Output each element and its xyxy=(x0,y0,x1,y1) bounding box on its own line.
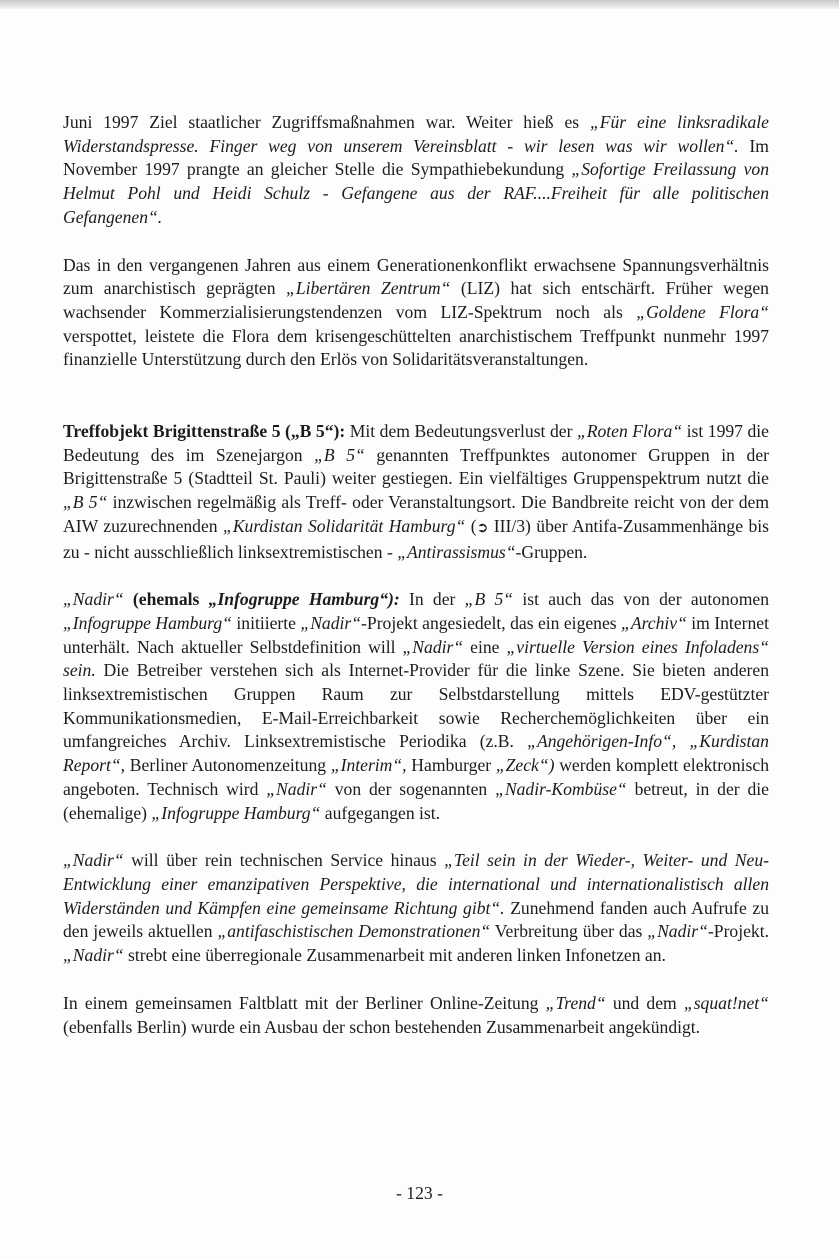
text: -Projekt angesiedelt, das ein eigenes xyxy=(361,612,622,633)
text: initiierte xyxy=(231,612,301,633)
quote: „Nadir“ xyxy=(300,612,362,633)
text: Das in den vergangenen Jahren aus einem Generationenkonflikt erwachsene Spannungsverhältnis zum anarchistisch geprägten xyxy=(63,254,769,299)
quote: „squat!net“ xyxy=(683,992,769,1013)
paragraph-treffobjekt-b5 xyxy=(63,420,769,564)
paragraph-nadir xyxy=(63,588,769,825)
quote: „Goldene Flora“ xyxy=(636,301,769,322)
paragraph-libertaeres-zentrum xyxy=(63,254,769,373)
text: Berliner Autonomenzeitung xyxy=(125,755,331,776)
scan-top-edge xyxy=(0,0,839,9)
quote: „B 5“ xyxy=(314,444,365,465)
quote: „Teil sein in der Wieder-, Weiter- und Neu-Entwicklung einer emanzipativen Perspektive, die international und internationalistisch allen Widerständen und Kämpfen eine gemeinsame Richtung gibt“. xyxy=(63,850,769,918)
quote: „Nadir-Kombüse“ xyxy=(495,778,627,799)
page-number: - 123 - xyxy=(396,1183,443,1203)
quote: „Nadir“ xyxy=(402,636,464,657)
section-heading: Treffobjekt Brigittenstraße 5 („B 5“): xyxy=(63,421,346,442)
quote: „antifaschistischen Demonstrationen“ xyxy=(217,921,491,942)
text: eine xyxy=(463,636,507,657)
text: Verbreitung über das xyxy=(490,921,648,942)
text: III/3) über Antifa-Zusammenhänge bis zu - nicht ausschließlich linksextremistischen - xyxy=(63,515,769,562)
text: im Internet unterhält. Nach aktueller Selbstdefinition will xyxy=(63,612,769,657)
cross-reference-arrow-icon: ➲ xyxy=(476,520,489,536)
quote: „Nadir“ xyxy=(647,921,708,942)
text: verspottet, leistete die Flora dem krisengeschüttelten anarchistischem Treffpunkt nunmehr 1997 finanzielle Unterstützung durch den Erlös von Solidaritätsveranstaltungen. xyxy=(63,325,769,370)
text: (LIZ) hat sich entschärft. Früher wegen wachsender Kommerzialisierungstendenzen vom LIZ-Spektrum noch als xyxy=(63,278,769,322)
text: Zunehmend fanden auch Aufrufe zu den jeweils aktuellen xyxy=(63,897,769,942)
paragraph-faltblatt xyxy=(63,992,769,1039)
text: strebt eine überregionale Zusammenarbeit mit anderen linken Infonetzen an. xyxy=(123,945,666,966)
quote: „Zeck“) xyxy=(495,755,555,776)
quote: „Nadir“ xyxy=(266,778,327,799)
quote: „Infogruppe Hamburg“ xyxy=(63,612,232,633)
quote: „Trend“ xyxy=(545,992,606,1013)
text: Hamburger xyxy=(406,755,496,776)
paragraph-nadir-ziele xyxy=(63,849,769,968)
quote: „Roten Flora“ xyxy=(576,421,683,442)
text: -Gruppen. xyxy=(515,541,588,562)
text: und dem xyxy=(605,992,684,1013)
text: ( xyxy=(465,515,477,536)
quote: „Infogruppe Hamburg“ xyxy=(151,802,321,823)
quote: „Antirassismus“ xyxy=(397,541,516,562)
text: aufgegangen ist. xyxy=(320,802,441,823)
quote: „Nadir“ xyxy=(63,945,124,966)
quote: „Libertären Zentrum“ xyxy=(286,278,451,299)
text: will über rein technischen Service hinaus xyxy=(123,850,445,871)
text: In einem gemeinsamen Faltblatt mit der Berliner Online-Zeitung xyxy=(63,992,546,1013)
text: (ebenfalls Berlin) wurde ein Ausbau der schon bestehenden Zusammenarbeit angekündigt. xyxy=(63,1016,701,1037)
section-heading: (ehemals xyxy=(123,589,209,610)
quote: „Interim“, xyxy=(330,755,407,776)
paragraph-zugriffsmassnahmen xyxy=(63,111,769,230)
section-heading-quote: „Infogruppe Hamburg“ xyxy=(208,589,389,610)
quote: „Nadir“ xyxy=(63,850,124,871)
quote: „Kurdistan Solidarität Hamburg“ xyxy=(223,515,466,536)
quote: „Für eine linksradikale Widerstandspresse. Finger weg von unserem Vereinsblatt - wir lesen was wir wollen“. xyxy=(63,112,769,156)
quote: „Angehörigen-Info“, „Kurdistan Report“, xyxy=(63,731,769,776)
text: betreut, in der die (ehemalige) xyxy=(63,778,769,823)
quote: „Nadir“ xyxy=(63,589,124,610)
text: werden komplett elektronisch angeboten. Technisch wird xyxy=(63,755,769,799)
text: von der sogenannten xyxy=(326,778,496,799)
text: ist 1997 die Bedeutung des im Szenejargon xyxy=(63,421,769,465)
document-body xyxy=(63,111,769,1039)
text: In der xyxy=(399,589,465,610)
quote: „virtuelle Version eines Infoladens“ sein. xyxy=(63,636,769,681)
section-heading-end: ): xyxy=(388,589,400,610)
text: Mit dem Bedeutungsverlust der xyxy=(345,421,577,442)
text: ist auch das von der autonomen xyxy=(513,589,769,610)
text: Die Betreiber verstehen sich als Internet-Provider für die linke Szene. Sie bieten anderen linksextremistischen Gruppen Raum zur Selbstdarstellung mittels EDV-gestützter Kommunikationsmedien, E-Mail-Erreichbarkeit sowie Recherchemöglichkeiten über ein umfangreiches Archiv. Linksextremistische Periodika (z.B. xyxy=(63,660,769,752)
quote: „Archiv“ xyxy=(621,612,687,633)
text: genannten Treffpunktes autonomer Gruppen in der Brigittenstraße 5 (Stadtteil St. Pauli) weiter gestiegen. Ein vielfältiges Gruppenspektrum nutzt die xyxy=(63,444,769,489)
text: inzwischen regelmäßig als Treff- oder Veranstaltungsort. Die Bandbreite reicht von der dem AIW zuzurechnenden xyxy=(63,492,770,536)
text: Juni 1997 Ziel staatlicher Zugriffsmaßnahmen war. Weiter hieß es xyxy=(63,112,590,132)
quote: „B 5“ xyxy=(464,589,514,610)
quote: „Sofortige Freilassung von Helmut Pohl und Heidi Schulz - Gefangene aus der RAF....Freiheit für alle politischen Gefangenen“. xyxy=(63,159,769,227)
text: Im November 1997 prangte an gleicher Stelle die Sympathiebekundung xyxy=(63,135,769,180)
quote: „B 5“ xyxy=(63,492,108,513)
text: -Projekt. xyxy=(707,921,770,942)
